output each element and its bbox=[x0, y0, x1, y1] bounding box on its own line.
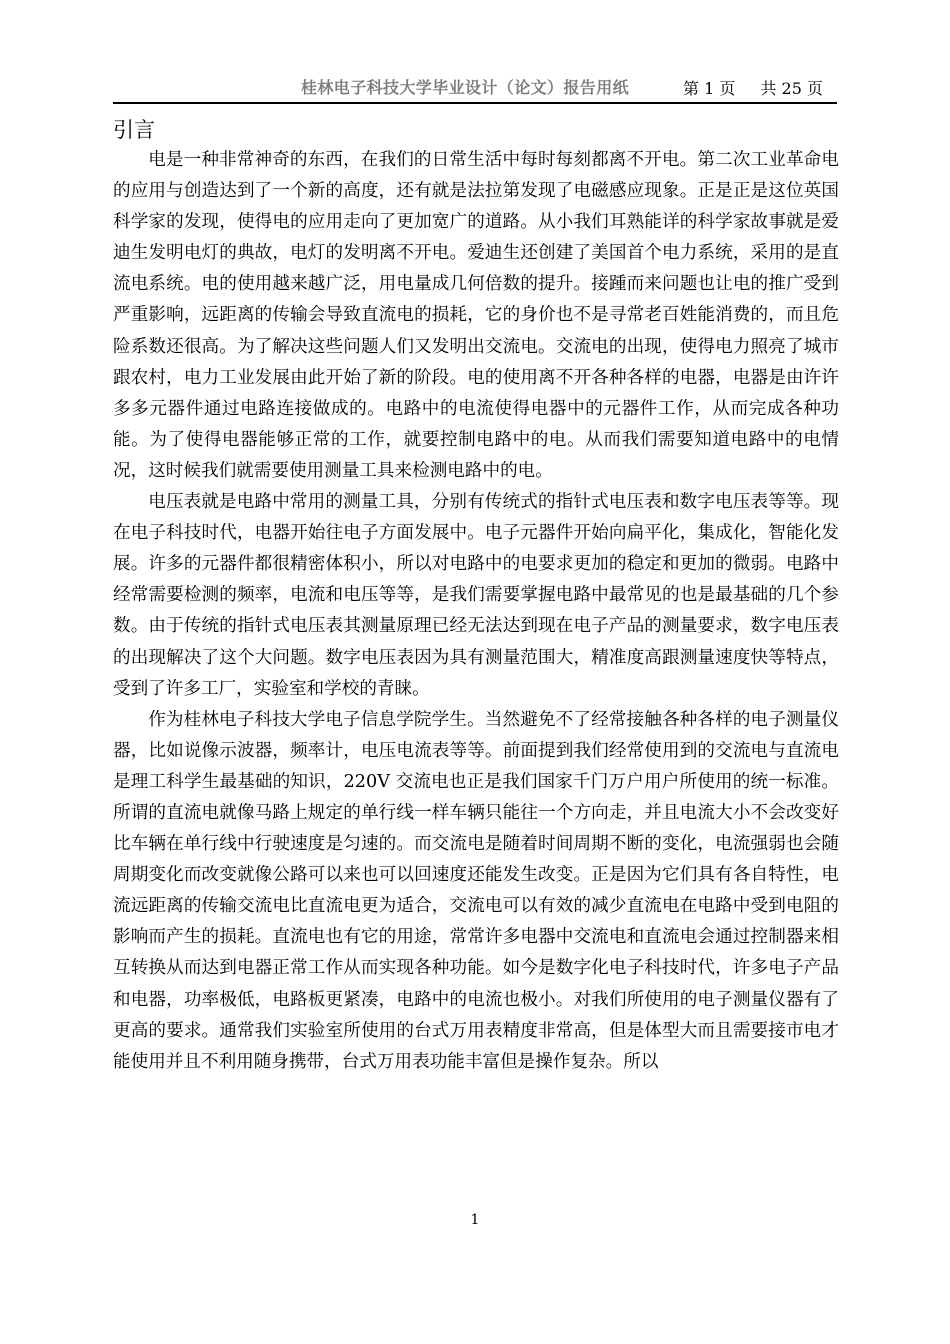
total-pages-label: 共 25 页 bbox=[760, 79, 823, 98]
paragraph: 电是一种非常神奇的东西，在我们的日常生活中每时每刻都离不开电。第二次工业革命电的应用与创造达到了一个新的高度，还有就是法拉第发现了电磁感应现象。正是正是这位英国科学家的发现，使得电的应用走向了更加宽广的道路。从小我们耳熟能详的科学家故事就是爱迪生发明电灯的典故，电灯的发明离不开电。爱迪生还创建了美国首个电力系统，采用的是直流电系统。电的使用越来越广泛，用电量成几何倍数的提升。接踵而来问题也让电的推广受到严重影响，远距离的传输会导致直流电的损耗，它的身价也不是寻常老百姓能消费的，而且危险系数还很高。为了解决这些问题人们又发明出交流电。交流电的出现，使得电力照亮了城市跟农村，电力工业发展由此开始了新的阶段。电的使用离不开各种各样的电器，电器是由许许多多元器件通过电路连接做成的。电路中的电流使得电器中的元器件工作，从而完成各种功能。为了使得电器能够正常的工作，就要控制电路中的电。从而我们需要知道电路中的电情况，这时候我们就需要使用测量工具来检测电路中的电。 bbox=[113, 150, 839, 481]
section-title: 引言 bbox=[113, 118, 155, 142]
school-title: 桂林电子科技大学毕业设计（论文）报告用纸 bbox=[301, 78, 630, 97]
paragraph: 电压表就是电路中常用的测量工具，分别有传统式的指针式电压表和数字电压表等等。现在电子科技时代，电器开始往电子方面发展中。电子元器件开始向扁平化，集成化，智能化发展。许多的元器件都很精密体积小，所以对电路中的电要求更加的稳定和更加的微弱。电路中经常需要检测的频率，电流和电压等等，是我们需要掌握电路中最常见的也是最基础的几个参数。由于传统的指针式电压表其测量原理已经无法达到现在电子产品的测量要求，数字电压表的出现解决了这个大问题。数字电压表因为具有测量范围大，精准度高跟测量速度快等特点，受到了许多工厂，实验室和学校的青睐。 bbox=[113, 492, 839, 699]
paragraph: 作为桂林电子科技大学电子信息学院学生。当然避免不了经常接触各种各样的电子测量仪器，比如说像示波器，频率计，电压电流表等等。前面提到我们经常使用到的交流电与直流电是理工科学生最基础的知识，220V 交流电也正是我们国家千门万户用户所使用的统一标准。所谓的直流电就像马路上规定的单行线一样车辆只能往一个方向走，并且电流大小不会改变好比车辆在单行线中行驶速度是匀速的。而交流电是随着时间周期不断的变化，电流强弱也会随周期变化而改变就像公路可以来也可以回速度还能发生改变。正是因为它们具有各自特性，电流远距离的传输交流电比直流电更为适合，交流电可以有效的减少直流电在电路中受到电阻的影响而产生的损耗。直流电也有它的用途，常常许多电器中交流电和直流电会通过控制器来相互转换从而达到电器正常工作从而实现各种功能。如今是数字化电子科技时代，许多电子产品和电器，功率极低，电路板更紧凑，电路中的电流也极小。对我们所使用的电子测量仪器有了更高的要求。通常我们实验室所使用的台式万用表精度非常高，但是体型大而且需要接市电才能使用并且不利用随身携带，台式万用表功能丰富但是操作复杂。所以 bbox=[113, 709, 839, 1072]
page-counter bbox=[683, 76, 823, 99]
page-number: 1 bbox=[470, 1212, 480, 1228]
page-header bbox=[113, 68, 837, 104]
body-text bbox=[113, 145, 839, 1078]
page-label: 第 1 页 bbox=[683, 79, 736, 98]
